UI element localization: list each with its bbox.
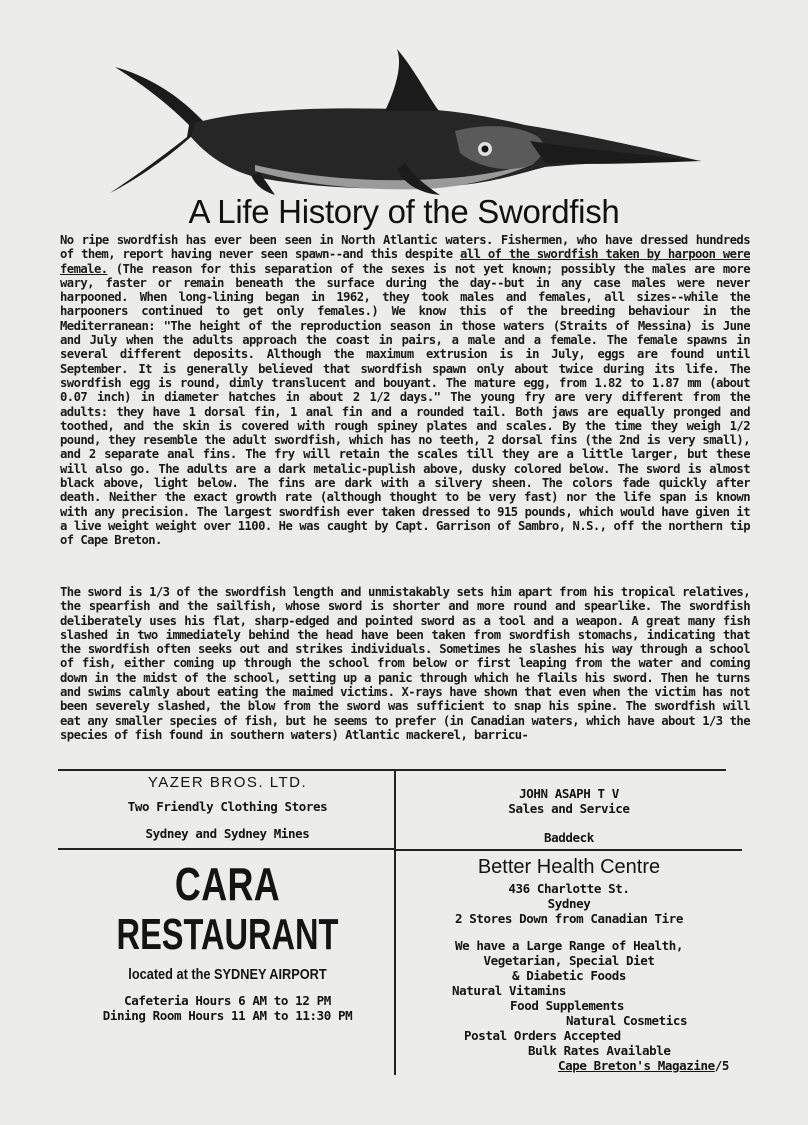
article-text: (The reason for this separation of the sexes is not yet known; possibly the males are more wary, faster or remain beneath the surface during the day--but in any case males were never harpooned. When long-lining began in 1962, they took males and females, all sizes--while the harpooners continued to get only females.) We know this of the breeding behaviour in the Mediterranean: "The height of the reproduction season in those waters (Straits of Messina) is June and July when the adults approach the coast in pairs, a male and a female. The female spawns in several different deposits. Although the maximum extrusion is in July, eggs are found until September. It is generally believed that swordfish spawn only about twice during its life. The swordfish egg is round, dimly translucent and bouyant. The mature egg, from 1.82 to 1.87 mm (about 0.07 inch) in diameter hatches in about 2 1/2 days." The young fry are very different from the adults: they have 1 dorsal fin, 1 anal fin and a rounded tail. Both jaws are equally pronged and toothed, and the skin is covered with rough spiney plates and scales. By the time they weigh 1/2 pound, they resemble the adult swordfish, which has no teeth, 2 dorsal fins (the 2nd is very small), and 2 separate anal fins. The fry will retain the scales till they are a little larger, but these will also go. The adults are a dark metalic-puplish above, dusky colored below. The sword is almost black above, light below. The fins are dark with a silvery sheen. The colors fade quickly after death. Neither the exact growth rate (although thought to be very fast) nor the life span is known with any precision. The largest swordfish ever taken dressed to 915 pounds, which would have given it a live weight weight over 1100. He was caught by Capt. Garrison of Sambro, N.S., off the northern tip of Cape Breton. [60, 261, 750, 548]
better-health-name: Better Health Centre [477, 856, 661, 878]
better-health-address: 436 Charlotte St. [508, 881, 630, 896]
cara-location: located at the SYDNEY AIRPORT [128, 966, 327, 983]
better-health-ad [396, 856, 742, 1058]
asaph-location: Baddeck [544, 830, 594, 845]
divider [58, 848, 395, 850]
divider [58, 769, 726, 771]
yazer-name: YAZER BROS. LTD. [147, 774, 308, 791]
article-paragraph-1 [60, 233, 750, 548]
yazer-bros-ad [60, 772, 395, 841]
cara-hours-cafeteria: Cafeteria Hours 6 AM to 12 PM [124, 993, 331, 1008]
better-health-range: We have a Large Range of Health, [454, 938, 684, 953]
asaph-tagline: Sales and Service [508, 801, 630, 816]
better-health-range: Vegetarian, Special Diet [483, 953, 655, 968]
better-health-city: Sydney [547, 896, 591, 911]
page-number: /5 [714, 1058, 730, 1073]
article-paragraph-2: The sword is 1/3 of the swordfish length and unmistakably sets him apart from his tropical relatives, the spearfish and the sailfish, whose sword is shorter and more round and spearlike. The swordfish deliberately uses his flat, sharp-edged and pointed sword as a tool and a weapon. A great many fish slashed in two immediately behind the head have been taken from swordfish stomachs, indicating that the swordfish often seeks out and strikes individuals. Sometimes he slashes his way through a school of fish, either coming up through the school from below or first leaping from the water and coming down in the midst of the school, setting up a panic through which he flails his sword. Then he turns and swims calmly about eating the maimed victims. X-rays have shown that even when the victim has not been severely slashed, the blow from the sword was sufficient to snap his spine. The swordfish will eat any smaller species of fish, but he seems to prefer (in Canadian waters, which have about 1/3 the species of fish found in southern waters) Atlantic mackerel, barricu- [60, 585, 750, 742]
swordfish-illustration [105, 45, 705, 197]
restaurant-name: RESTAURANT [116, 910, 339, 959]
better-health-item: Food Supplements [510, 998, 625, 1013]
john-asaph-ad [396, 786, 742, 845]
article-text: No ripe swordfish has ever been seen in North Atlantic waters. Fishermen, who have dressed hundreds of them, report having never seen spawn--and this despite [60, 233, 750, 262]
divider [395, 849, 742, 851]
better-health-item: Postal Orders Accepted [464, 1028, 621, 1043]
page-footer [558, 1058, 729, 1073]
page-title: A Life History of the Swordfish [188, 193, 620, 230]
yazer-locations: Sydney and Sydney Mines [145, 826, 310, 841]
better-health-item: Natural Cosmetics [566, 1013, 688, 1028]
cara-hours-dining: Dining Room Hours 11 AM to 11:30 PM [102, 1008, 353, 1023]
cara-name: CARA [174, 858, 281, 910]
better-health-stores: 2 Stores Down from Canadian Tire [454, 911, 684, 926]
asaph-name: JOHN ASAPH T V [519, 786, 619, 801]
cara-restaurant-ad [60, 858, 395, 1023]
better-health-item: Bulk Rates Available [528, 1043, 671, 1058]
underlined-text: all of the swordfish taken by harpoon were female. [60, 247, 750, 276]
yazer-tagline: Two Friendly Clothing Stores [127, 799, 328, 814]
better-health-item: Natural Vitamins [452, 983, 567, 998]
better-health-range: & Diabetic Foods [511, 968, 626, 983]
magazine-name: Cape Breton's Magazine [558, 1058, 715, 1073]
